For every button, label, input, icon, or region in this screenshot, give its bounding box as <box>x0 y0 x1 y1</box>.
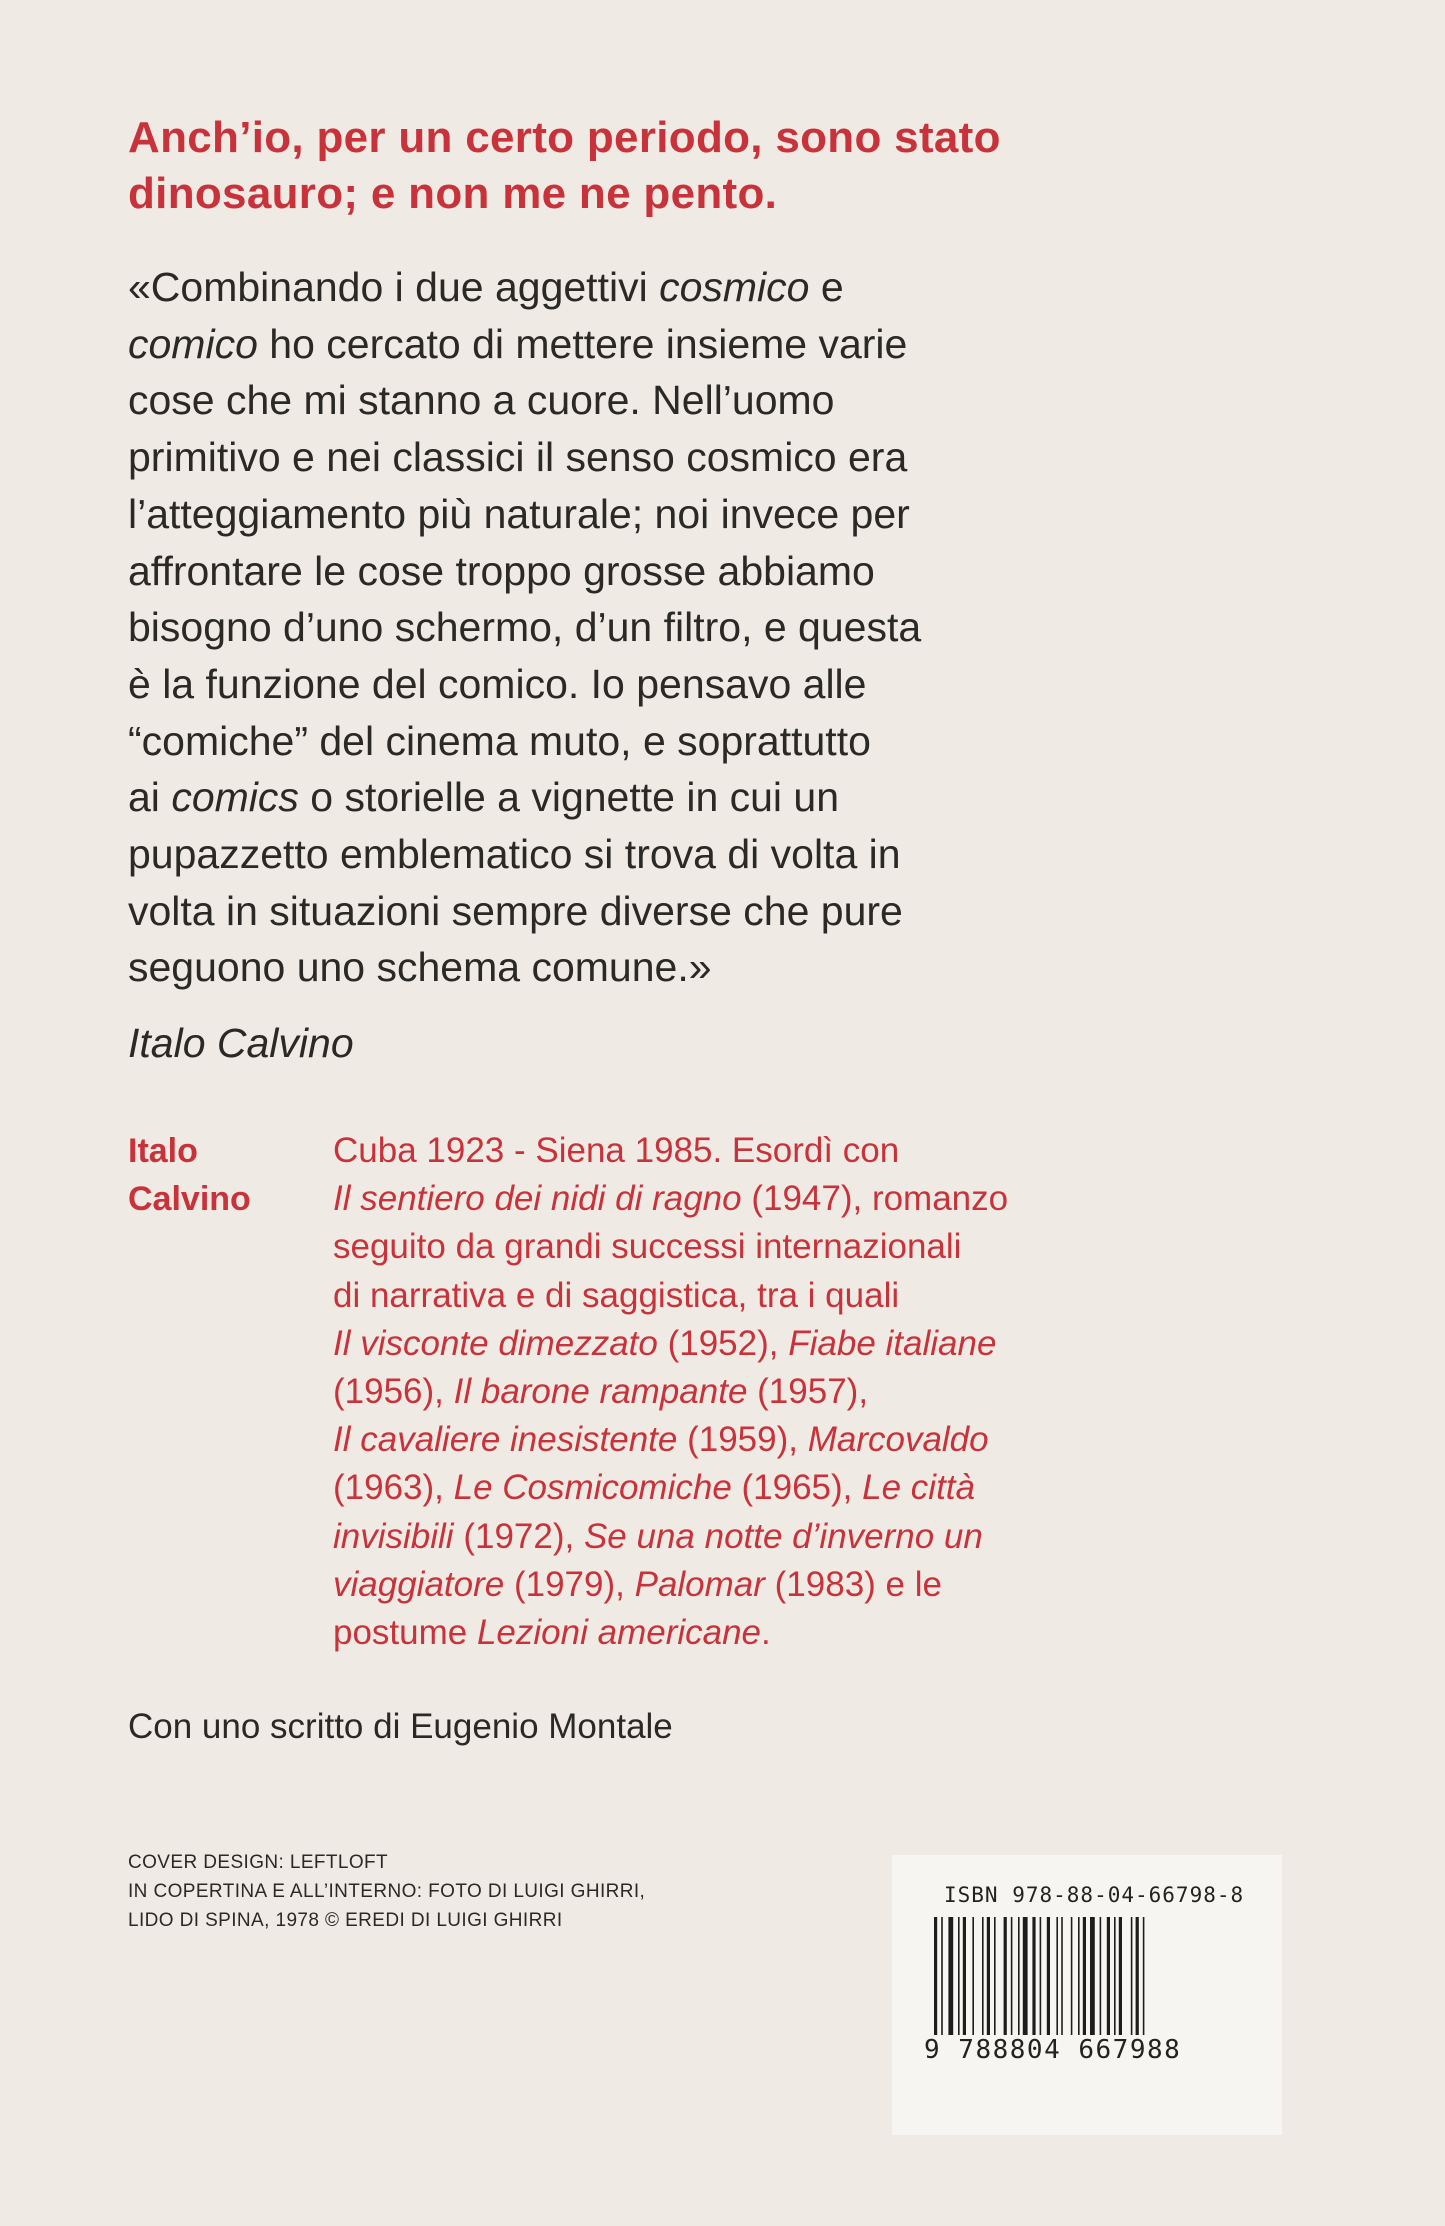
barcode-bar <box>1040 1917 1042 2053</box>
bio-text: (1952), <box>657 1323 789 1363</box>
bio-line <box>333 1175 1383 1223</box>
bio-text: postume <box>333 1613 477 1653</box>
bio-line <box>333 1513 1383 1561</box>
credit-line: IN COPERTINA E ALL’INTERNO: FOTO DI LUIGI GHIRRI, <box>128 1881 646 1902</box>
quote-text: ai <box>128 774 172 821</box>
barcode-bar <box>1071 1917 1073 2035</box>
bio-line: Cuba 1923 - Siena 1985. Esordì con <box>333 1131 900 1170</box>
book-title: Il visconte dimezzato <box>333 1323 658 1363</box>
author-name-line: Italo <box>128 1132 198 1170</box>
quote-line: affrontare le cose troppo grosse abbiamo <box>128 547 875 594</box>
bio-line <box>333 1416 1383 1464</box>
quote-line: l’atteggiamento più naturale; noi invece per <box>128 490 910 537</box>
bio-text: (1947), romanzo <box>741 1179 1009 1219</box>
credit-line: LIDO DI SPINA, 1978 © EREDI DI LUIGI GHIRRI <box>128 1910 563 1931</box>
book-title: Marcovaldo <box>807 1420 989 1460</box>
book-title: Le città <box>862 1468 975 1508</box>
bio-text: (1963), <box>333 1468 454 1508</box>
cover-credits <box>128 1848 645 1935</box>
barcode-bar <box>1047 1917 1050 2053</box>
headline-line: dinosauro; e non me ne pento. <box>128 169 778 218</box>
bio-text: (1965), <box>731 1468 863 1508</box>
credit-line: COVER DESIGN: LEFTLOFT <box>128 1852 389 1873</box>
quote-text: «Combinando i due aggettivi <box>128 264 660 310</box>
barcode-bar <box>1090 1917 1095 2035</box>
quote-line <box>128 769 1328 826</box>
bio-line: seguito da grandi successi internazionali <box>333 1227 962 1267</box>
quote-italic: comico <box>128 320 258 367</box>
bio-line: di narrativa e di saggistica, tra i quali <box>333 1275 900 1315</box>
barcode-bar <box>1143 1917 1145 2053</box>
quote-text: e <box>809 264 844 310</box>
book-title: Le Cosmicomiche <box>453 1468 732 1508</box>
bio-text: (1972), <box>453 1516 584 1556</box>
barcode-bar <box>1083 1917 1086 2035</box>
quote-line: volta in situazioni sempre diverse che pure <box>128 887 903 934</box>
headline <box>128 110 1308 222</box>
barcode-bar <box>958 1917 960 2035</box>
barcode-bar <box>1032 1917 1035 2035</box>
book-title: Il cavaliere inesistente <box>333 1420 678 1460</box>
quote-line <box>128 316 1328 373</box>
barcode-bar <box>1100 1917 1102 2035</box>
barcode-bar <box>1114 1917 1116 2035</box>
book-title: Lezioni americane <box>476 1613 762 1653</box>
book-title: Fiabe italiane <box>788 1323 997 1363</box>
quote-italic: cosmico <box>659 264 810 310</box>
barcode-bar <box>1056 1917 1058 2035</box>
book-title: viaggiatore <box>333 1564 505 1604</box>
author-name-line: Calvino <box>128 1180 251 1218</box>
book-title: Se una notte d’inverno un <box>583 1516 983 1556</box>
barcode-bar <box>987 1917 990 2035</box>
bio-text: (1956), <box>333 1372 454 1412</box>
barcode-bar <box>972 1917 974 2035</box>
bio-line <box>333 1368 1383 1416</box>
barcode-bar <box>1061 1917 1063 2035</box>
barcode-bar <box>963 1917 966 2035</box>
quote-italic: comics <box>171 774 299 821</box>
quote-line: pupazzetto emblematico si trova di volta in <box>128 831 901 878</box>
quote-line <box>128 259 1328 316</box>
book-title: invisibili <box>333 1516 454 1556</box>
barcode-bar <box>1131 1917 1133 2035</box>
barcode-bar <box>934 1917 937 2053</box>
quote-signature: Italo Calvino <box>128 1020 354 1066</box>
bio-line <box>333 1464 1383 1512</box>
quote-text: o storielle a vignette in cui un <box>298 774 840 821</box>
barcode-bar <box>1078 1917 1080 2035</box>
barcode-bar <box>1023 1917 1028 2035</box>
bio-line <box>333 1561 1383 1609</box>
bio-text: (1957), <box>747 1372 869 1412</box>
bio-line <box>333 1320 1383 1368</box>
barcode-bar <box>948 1917 953 2035</box>
quote-line: primitivo e nei classici il senso cosmico era <box>128 434 908 481</box>
barcode-bar <box>1107 1917 1110 2035</box>
barcode-bar <box>1004 1917 1007 2035</box>
bio-text: (1979), <box>504 1564 635 1604</box>
isbn-barcode-panel <box>892 1855 1282 2135</box>
barcode-bar <box>1136 1917 1139 2053</box>
author-biography <box>333 1127 1383 1657</box>
book-title: Il sentiero dei nidi di ragno <box>333 1179 742 1219</box>
barcode-bar <box>941 1917 943 2053</box>
barcode-bar <box>982 1917 984 2035</box>
quote-line: bisogno d’uno schermo, d’un filtro, e questa <box>128 604 922 651</box>
bio-text: . <box>761 1613 771 1653</box>
quote-line: “comiche” del cinema muto, e soprattutto <box>128 717 871 764</box>
barcode-digits: 9 788804 667988 <box>924 2035 1264 2065</box>
quote-line: è la funzione del comico. Io pensavo alle <box>128 660 867 707</box>
book-title: Palomar <box>634 1564 765 1604</box>
barcode-bar <box>1018 1917 1020 2035</box>
bio-line <box>333 1609 1383 1657</box>
barcode-bar <box>1011 1917 1013 2035</box>
headline-line: Anch’io, per un certo periodo, sono stato <box>128 113 1001 162</box>
quote-text: ho cercato di mettere insieme varie <box>257 320 908 367</box>
quote-line: seguono uno schema comune.» <box>128 944 712 991</box>
barcode-bar <box>994 1917 996 2035</box>
author-name <box>128 1127 251 1223</box>
book-title: Il barone rampante <box>453 1372 748 1412</box>
byline: Con uno scritto di Eugenio Montale <box>128 1707 673 1746</box>
bio-text: (1983) e le <box>764 1564 942 1604</box>
isbn-text: ISBN 978-88-04-66798-8 <box>944 1883 1245 1907</box>
quote-line: cose che mi stanno a cuore. Nell’uomo <box>128 377 835 424</box>
barcode-bar <box>1119 1917 1122 2035</box>
quote-paragraph <box>128 259 1328 996</box>
bio-text: (1959), <box>677 1420 808 1460</box>
